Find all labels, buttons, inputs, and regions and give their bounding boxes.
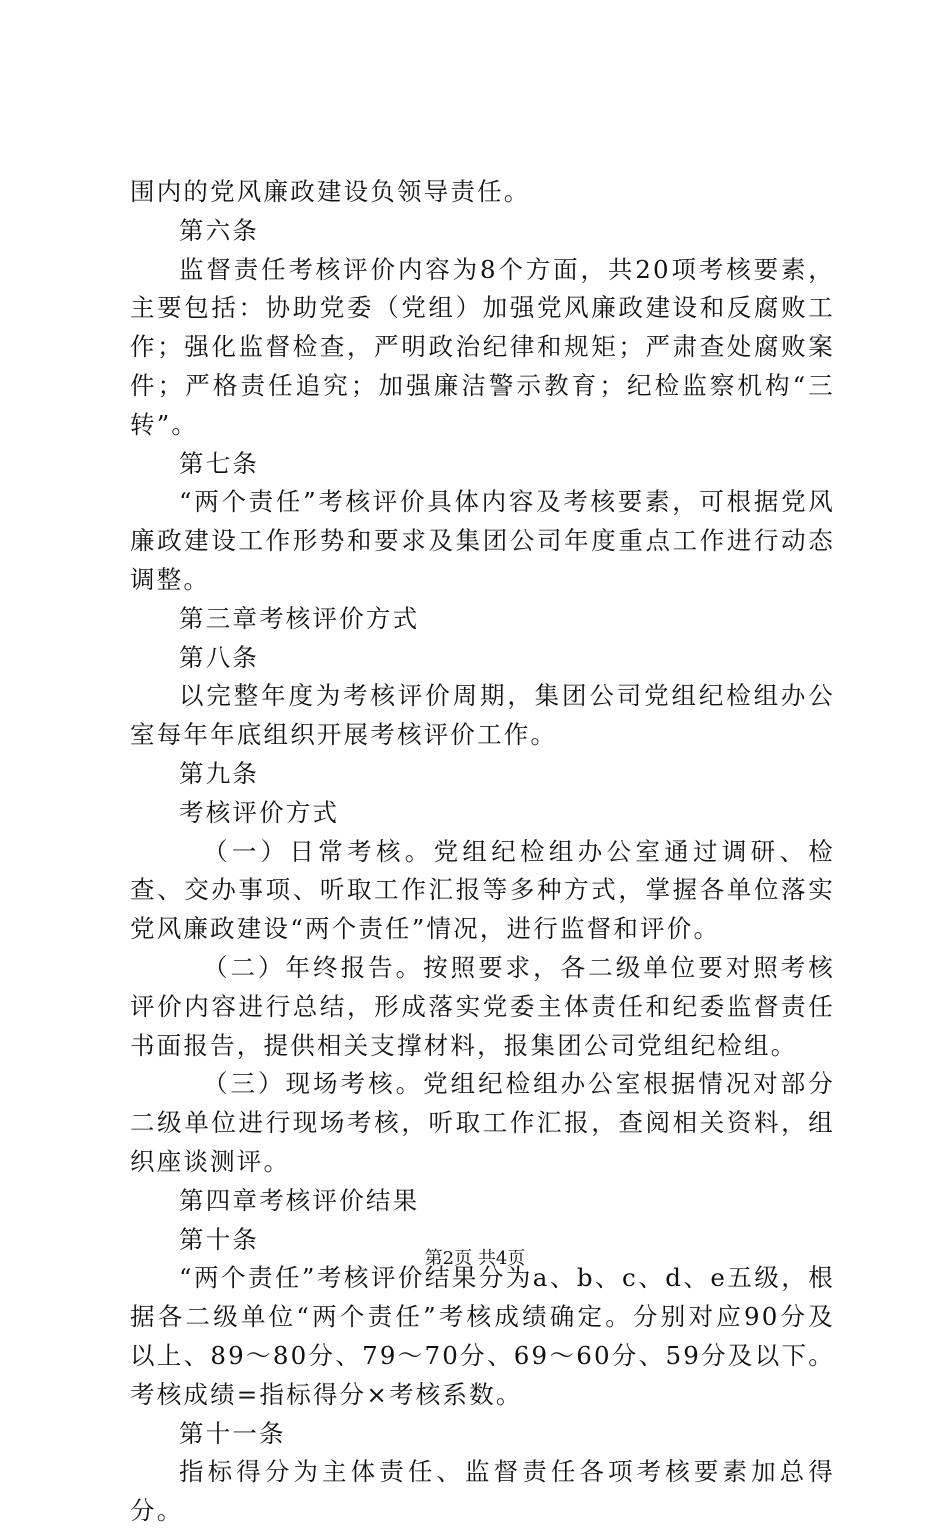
article-11-heading: 第十一条 (179, 1418, 286, 1448)
article-10-text: “两个责任”考核评价结果分为a、b、c、d、e五级，根据各二级单位“两个责任”考核成绩确定。分别对应90分及以上、89～80分、79～70分、69～60分、59分及以下。考核成绩=指标得分×考核系数。 (130, 1263, 835, 1409)
chapter-4-heading: 第四章考核评价结果 (179, 1185, 420, 1215)
article-6-text: 监督责任考核评价内容为8个方面，共20项考核要素，主要包括：协助党委（党组）加强党风廉政建设和反腐败工作；强化监督检查，严明政治纪律和规矩；严肃查处腐败案件；严格责任追究；加强廉洁警示教育；纪检监察机构“三转”。 (130, 254, 835, 439)
article-9-heading: 第九条 (179, 758, 260, 788)
article-9-subheading: 考核评价方式 (179, 797, 340, 827)
article-11-text: 指标得分为主体责任、监督责任各项考核要素加总得分。 (130, 1457, 835, 1526)
article-7-text: “两个责任”考核评价具体内容及考核要素，可根据党风廉政建设工作形势和要求及集团公司年度重点工作进行动态调整。 (130, 487, 835, 594)
page-number-footer: 第2页 共4页 (424, 1248, 526, 1269)
article-8-heading: 第八条 (179, 642, 260, 672)
chapter-3-heading: 第三章考核评价方式 (179, 603, 420, 633)
article-8-text: 以完整年度为考核评价周期，集团公司党组纪检组办公室每年年底组织开展考核评价工作。 (130, 681, 835, 750)
article-7-heading: 第七条 (179, 448, 260, 478)
article-10-heading: 第十条 (179, 1224, 260, 1254)
document-body (130, 173, 835, 1531)
article-9-item-3: （三）现场考核。党组纪检组办公室根据情况对部分二级单位进行现场考核，听取工作汇报，查阅相关资料，组织座谈测评。 (130, 1069, 835, 1176)
article-9-item-2: （二）年终报告。按照要求，各二级单位要对照考核评价内容进行总结，形成落实党委主体责任和纪委监督责任书面报告，提供相关支撑材料，报集团公司党组纪检组。 (130, 952, 835, 1060)
article-9-item-1: （一）日常考核。党组纪检组办公室通过调研、检查、交办事项、听取工作汇报等多种方式，掌握各单位落实党风廉政建设“两个责任”情况，进行监督和评价。 (130, 836, 835, 944)
article-6-heading: 第六条 (179, 215, 260, 245)
paragraph-continuation: 围内的党风廉政建设负领导责任。 (130, 177, 531, 206)
